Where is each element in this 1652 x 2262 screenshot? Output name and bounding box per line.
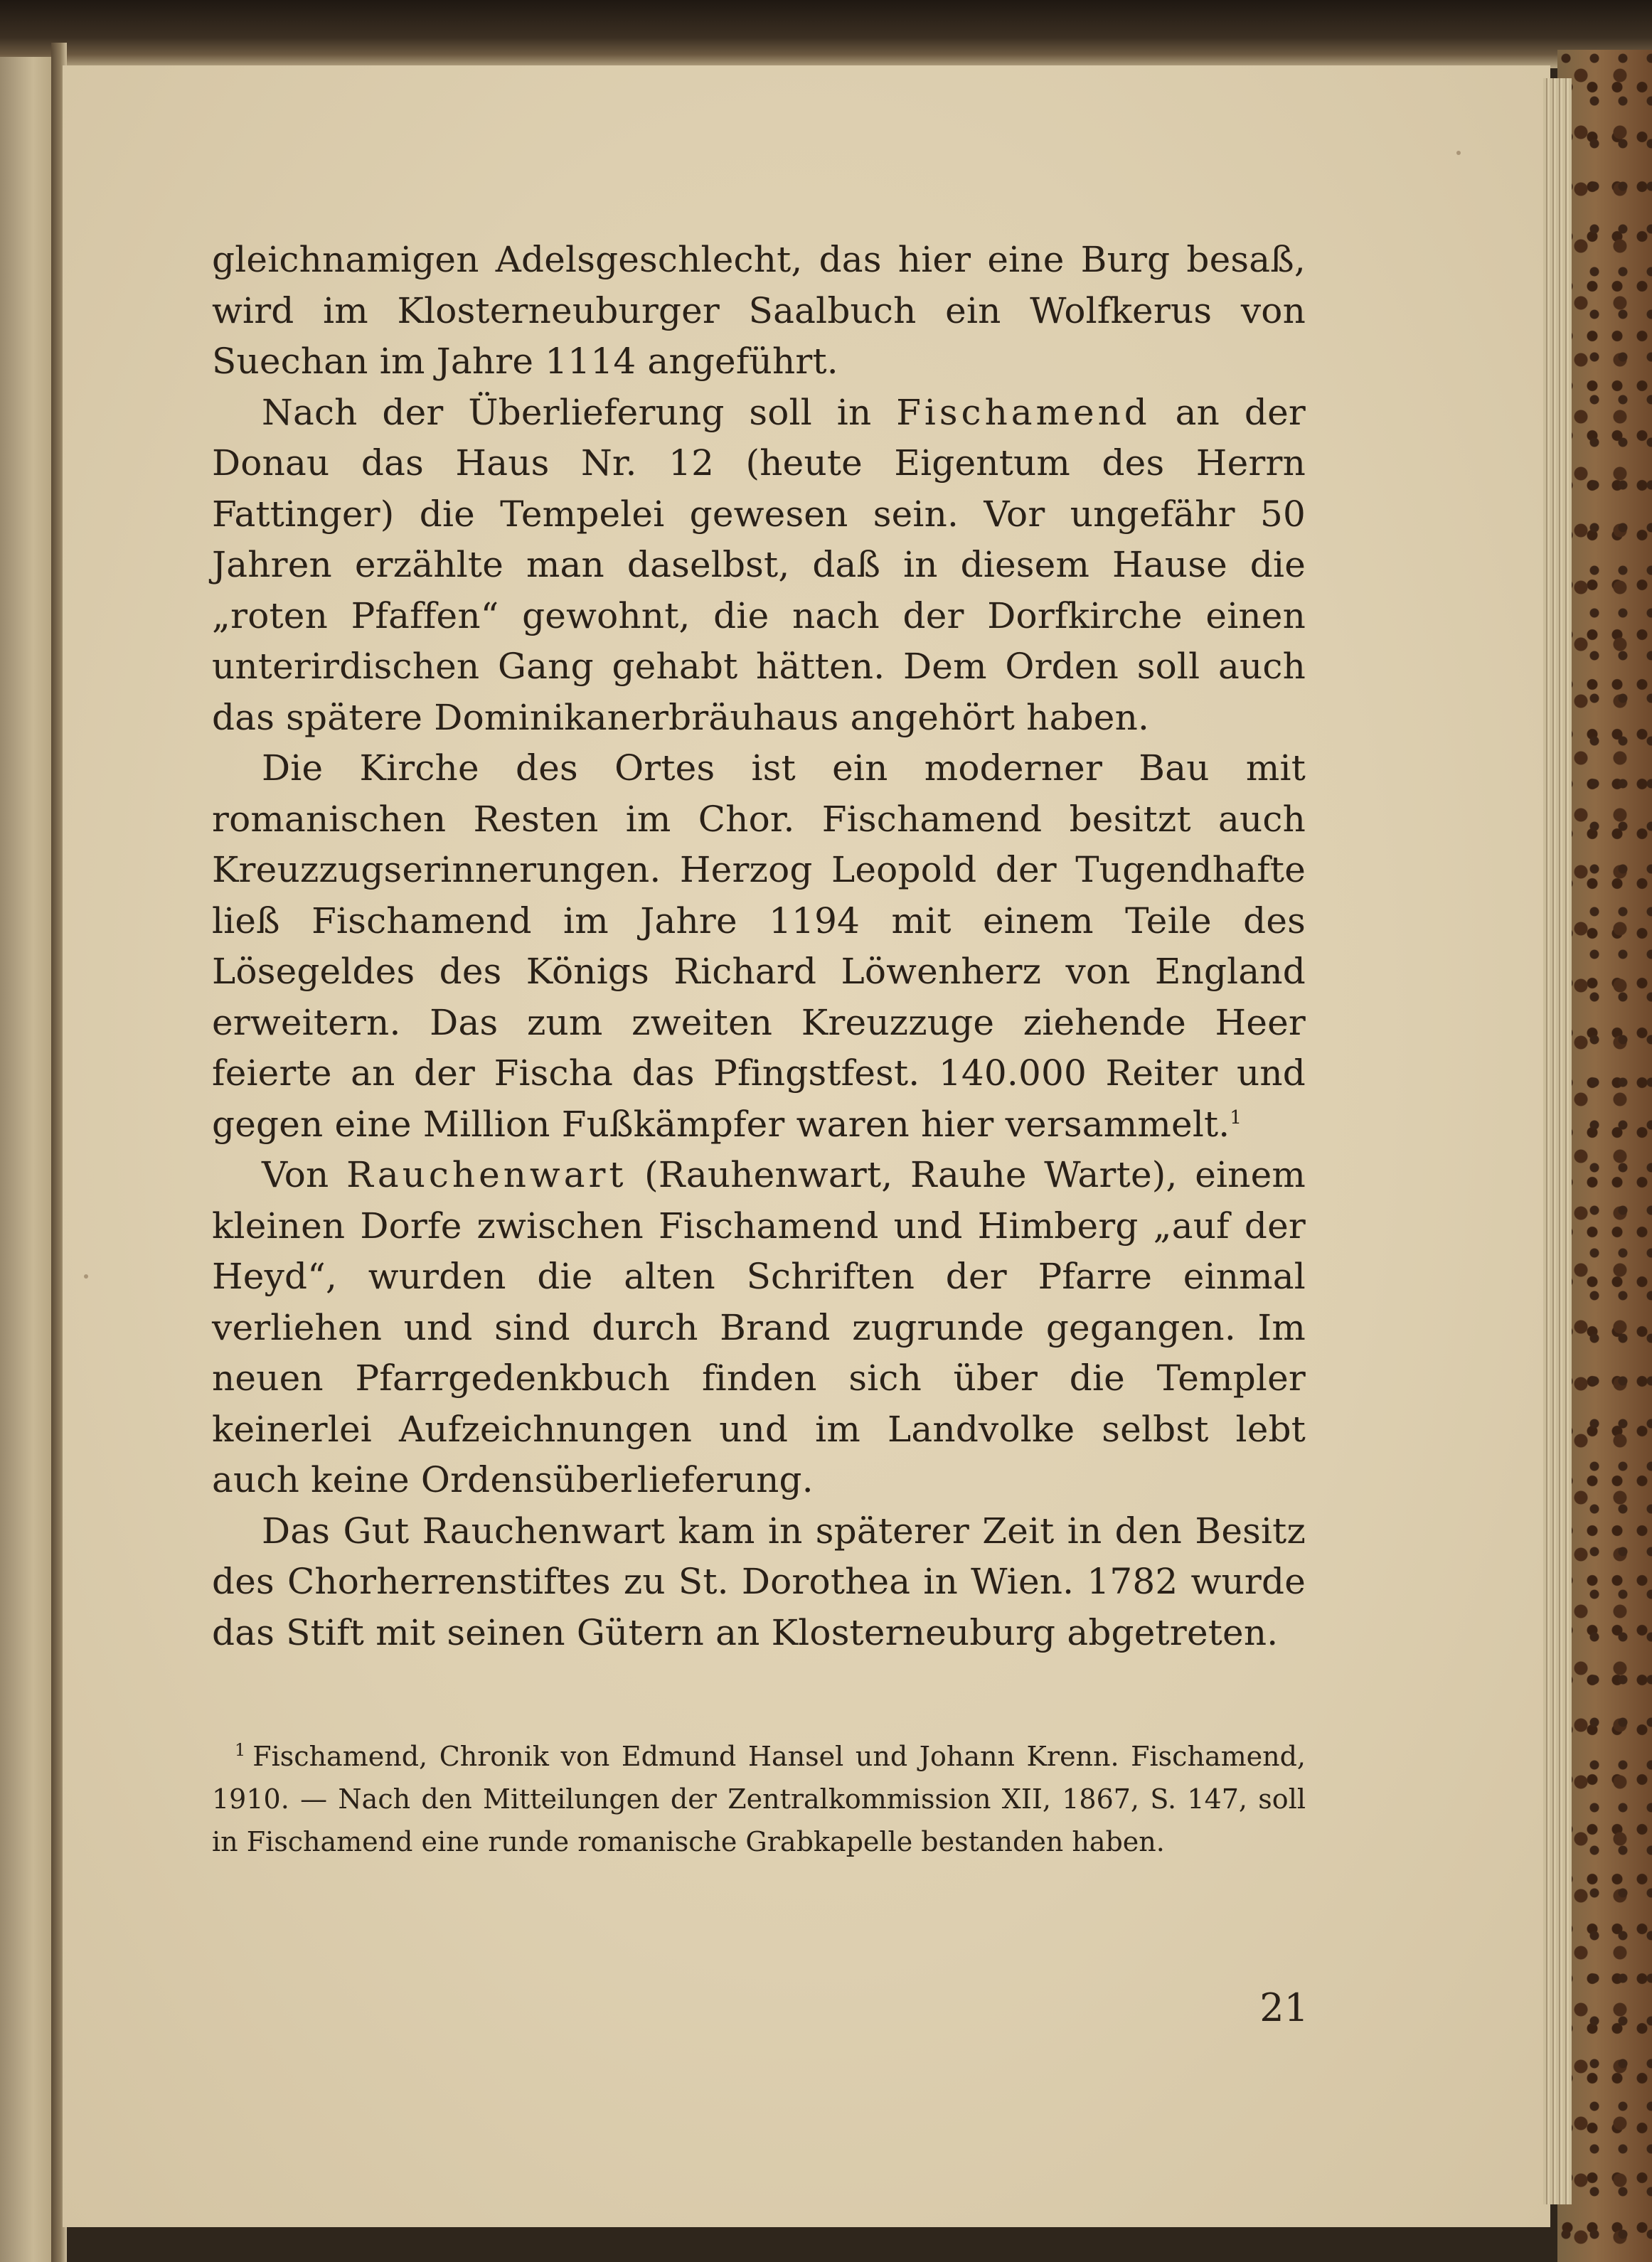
paper-speck: [1456, 151, 1461, 155]
paragraph-text: (Rauhenwart, Rauhe Warte), einem kleinen Dorfe zwischen Fischamend und Himberg „auf der Heyd“, wurden die alten Schriften der Pfarre einmal verliehen und sind durch Brand zugrunde gegangen. Im neuen Pfarrgedenkbuch finden sich über die Templer keinerlei Aufzeichnungen und im Landvolke selbst lebt auch keine Ordensüberlieferung.: [212, 1154, 1306, 1500]
paper-speck: [84, 1274, 88, 1279]
paragraph-text: gleichnamigen Adelsgeschlecht, das hier eine Burg besaß, wird im Klosterneuburger Saalbuch ein Wolfkerus von Suechan im Jahre 1114 angeführt.: [212, 239, 1306, 382]
page-stack-edge: [1543, 78, 1572, 2204]
footnote: [212, 1735, 1306, 1863]
paragraph-1: [212, 235, 1306, 388]
paragraph-2: [212, 388, 1306, 744]
paragraph-text: Von: [262, 1154, 347, 1195]
spaced-place-name: Rauchenwart: [346, 1154, 627, 1195]
page-number: 21: [1259, 1985, 1309, 2030]
paragraph-text: an der Donau das Haus Nr. 12 (heute Eigentum des Herrn Fattinger) die Tempelei gewesen sein. Vor ungefähr 50 Jahren erzählte man daselbst, daß in diesem Hause die „roten Pfaffen“ gewohnt, die nach der Dorfkirche einen unterirdischen Gang gehabt hätten. Dem Orden soll auch das spätere Dominikanerbräuhaus angehört haben.: [212, 391, 1306, 738]
paragraph-4: [212, 1150, 1306, 1506]
paragraph-5: [212, 1506, 1306, 1659]
binding-top-edge: [0, 0, 1652, 68]
body-text: [212, 235, 1306, 1658]
paragraph-text: Das Gut Rauchenwart kam in späterer Zeit in den Besitz des Chorherrenstiftes zu St. Dorothea in Wien. 1782 wurde das Stift mit seinen Gütern an Klosterneuburg abgetreten.: [212, 1510, 1306, 1653]
footnote-text: Fischamend, Chronik von Edmund Hansel und Johann Krenn. Fischamend, 1910. — Nach den Mitteilungen der Zentralkommission XII, 1867, S. 147, soll in Fischamend eine runde romanische Grabkapelle bestanden haben.: [212, 1741, 1306, 1857]
paragraph-3: [212, 743, 1306, 1150]
footnote-reference: 1: [1230, 1106, 1242, 1129]
paragraph-text: Die Kirche des Ortes ist ein moderner Bau mit romanischen Resten im Chor. Fischamend besitzt auch Kreuzzugserinnerungen. Herzog Leopold der Tugendhafte ließ Fischamend im Jahre 1194 mit einem Teile des Lösegeldes des Königs Richard Löwenherz von England erweitern. Das zum zweiten Kreuzzuge ziehende Heer feierte an der Fischa das Pfingstfest. 140.000 Reiter und gegen eine Million Fußkämpfer waren hier versammelt.: [212, 747, 1306, 1145]
spaced-place-name: Fischamend: [896, 391, 1151, 433]
left-page-edge: [0, 57, 55, 2262]
paragraph-text: Nach der Überlieferung soll in: [262, 391, 897, 433]
footnote-mark: 1: [235, 1740, 246, 1760]
